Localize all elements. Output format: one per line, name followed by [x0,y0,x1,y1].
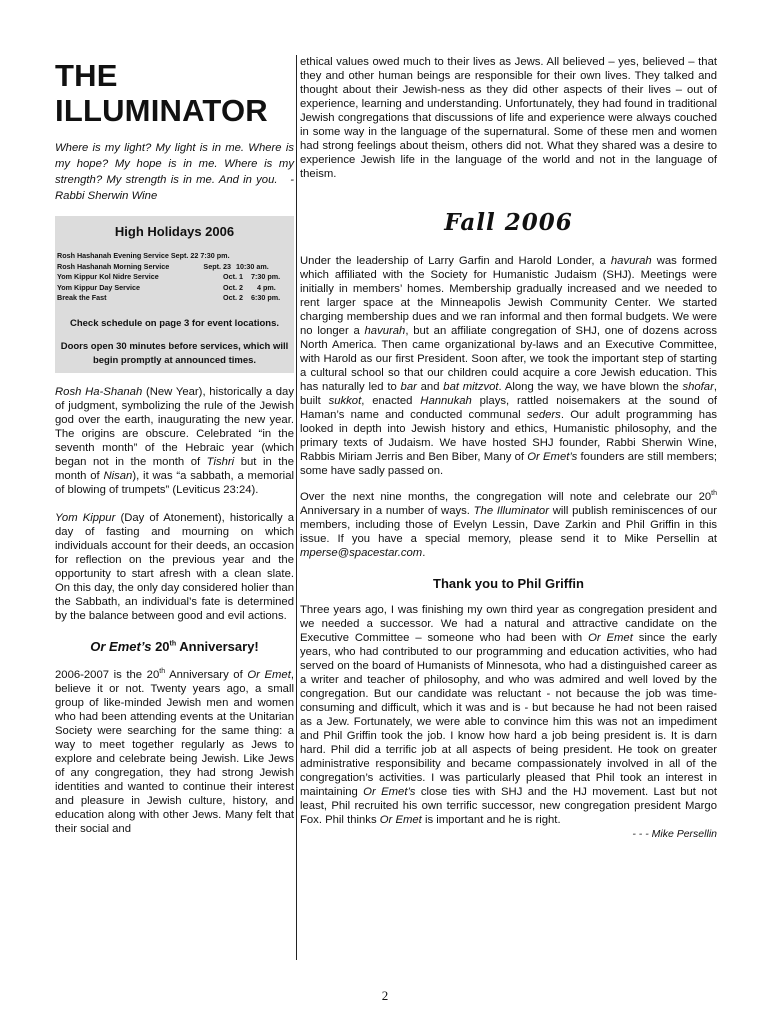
schedule-row: Rosh Hashanah Morning Service Sept. 23 10:30 am. [57,261,269,271]
schedule-row: Yom Kippur Kol Nidre Service Oct. 1 7:30 pm. [57,272,281,281]
thank-you-heading: Thank you to Phil Griffin [433,576,584,591]
doors-note: Doors open 30 minutes before services, which will begin promptly at announced times. [60,340,289,366]
schedule-list [55,251,294,304]
fall-paragraph: Under the leadership of Larry Garfin and Harold Londer, a havurah was formed which affiliated with the Society for Humanistic Judaism (SHJ). Meetings were initially in members’ homes. Membership gradually increased and we needed to rent larger space at the Minneapolis Jewish Community Center. We started charging membership dues and we ran informal and then formal budgets. We were no longer a havurah, but an affiliate congregation of SHJ, one of dozens across North America. Then came organizational by-laws and an Executive Committee, with Harold as our first President. Soon after, we took the important step of starting a cultural school so that our children could acquire a core Jewish education. This has naturally led to bar and bat mitzvot. Along the way, we have blown the shofar, built sukkot, enacted Hannukah plays, rattled noisemakers at the sound of Haman’s name and conducted communal seders. Our adult programming has looked in depth into Jewish history and ethics, Humanistic philosophy, and the primary texts of Judaism. We have hosted SHJ founder, Rabbi Sherwin Wine, Rabbis Miriam Jerris and Ben Biber, Many of Or Emet’s founders are still members; some have sadly passed on. [300,255,718,477]
anniversary-heading: Or Emet’s 20th Anniversary! [90,638,259,654]
page-number: 2 [381,988,389,1003]
column-divider [296,55,297,960]
anniversary-paragraph: 2006-2007 is the 20th Anniversary of Or Emet, believe it or not. Twenty years ago, a small group of like-minded Jewish men and women who had been attending events at the Unitarian Society were searching for the same thing: a way to meet together regularly as Jews to explore and celebrate being Jewish. Like Jews of any congregation, they had strong Jewish identities and wanted to continue their interest and pleasure in Jewish culture, history, and education along with other Jews. Many felt that their social and [55,667,294,835]
schedule-row: Yom Kippur Day Service Oct. 2 4 pm. [57,282,276,292]
right-column [300,55,717,840]
epigraph-quote: Where is my light? My light is in me. Where is my hope? My hope is in me. Where is my strength? My strength is in me. And in you. - Rabbi Sherwin Wine [55,142,294,202]
yom-kippur-paragraph: Yom Kippur (Day of Atonement), historically a day of fasting and mourning on which individuals account for their deeds, an occasion for reflection on the previous year and the opportunity to start afresh with a clean slate. On this day, the only day considered holier than the Sabbath, an individual’s fate is determined by the balance between good and evil actions. [55,511,294,622]
high-holidays-box [55,216,294,373]
anniversary-plans-paragraph: Over the next nine months, the congregation will note and celebrate our 20th Anniversary in a number of ways. The Illuminator will publish reminiscences of our members, including those of Evelyn Lessin, Dave Zarkin and Phil Griffin in this issue. If you have a special memory, please send it to Mike Persellin at mperse@spacestar.com. [300,490,718,559]
continued-paragraph: ethical values owed much to their lives as Jews. All believed – yes, believed – that they and other human beings are responsible for their own lives. They talked and thought about their Jewish-ness as they did other aspects of their lives – out of experience, learning and understanding. Unfortunately, they had found in traditional Jewish congregations that discussions of life and experience were always couched in some way in the language of the supernatural. Some of these men and women had strong feelings about theism, others did not. What they shared was a desire to experience Jewish life in the language of the world and not in the language of theism. [300,56,717,180]
rosh-hashanah-paragraph: Rosh Ha-Shanah (New Year), historically a day of judgment, symbolizing the rule of the Jewish god over the earth, inaugurating the new year. The origins are obscure. Celebrated “in the seventh month” of the Hebraic year (which began not in the month of Tishri but in the month of Nisan), it was “a sabbath, a memorial of blowing of trumpets” (Leviticus 23:24). [55,385,294,496]
email-link[interactable]: mperse@spacestar.com [300,547,423,559]
schedule-row: Rosh Hashanah Evening Service Sept. 22 7:30 pm. [57,251,230,260]
masthead: THE ILLUMINATOR [55,58,268,128]
left-column [55,58,294,836]
thank-you-paragraph: Three years ago, I was finishing my own third year as congregation president and we needed a successor. We had a natural and attractive candidate on the Executive Committee – someone who had been with Or Emet since the early years, who had contributed to our programming and education activities, who had served on the board of Humanists of Minnesota, who had a distinguished career as a writer and teacher of philosophy, and who was admired and well loved by the congregation. But our candidate was reluctant - not because the job was time-consuming and difficult, which it was and is - but because he had not been raised as a Jew. Fortunately, we were able to convince him this was not an impediment and Phil Griffin took the job. I know how hard a job being president is. It is darn hard. Phil did a terrific job at all aspects of being president. He took on greater administrative responsibility and became compassionately involved in all of the congregation’s activities. I was particularly pleased that Phil took an interest in maintaining Or Emet’s close ties with SHJ and the HJ movement. Last but not least, Phil recruited his own terrific successor, new congregation president Margo Fox. Phil thinks Or Emet is important and he is right. [300,604,718,826]
fall-2006-title: Fall 2006 [444,209,573,236]
high-holidays-title: High Holidays 2006 [114,224,235,239]
signature: - - - Mike Persellin [632,828,717,840]
schedule-note: Check schedule on page 3 for event locations. [69,317,280,329]
schedule-row: Break the Fast Oct. 2 6:30 pm. [57,293,281,302]
